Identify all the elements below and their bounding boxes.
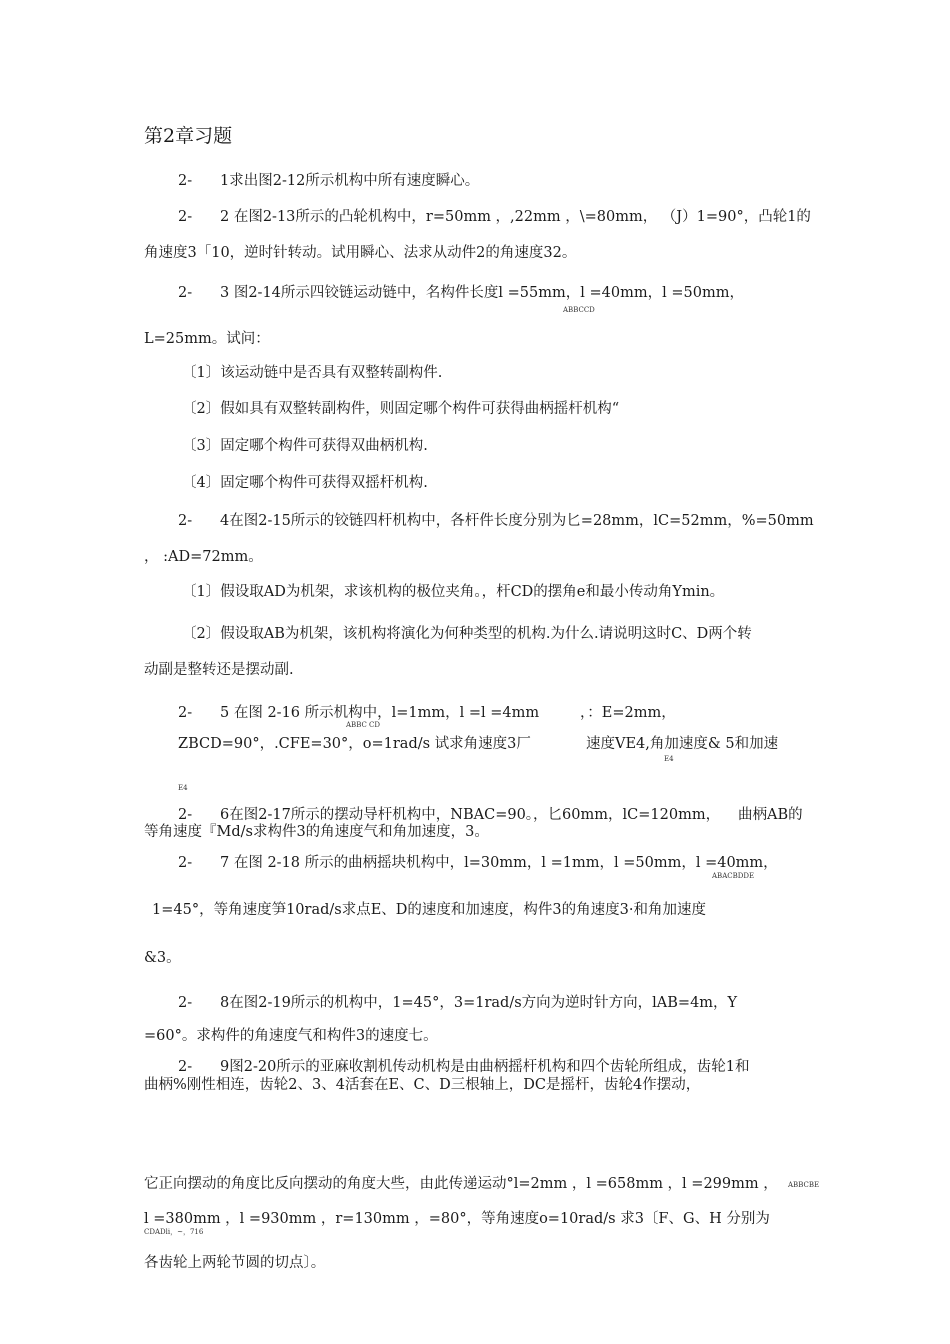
problem-2-4-line2: ， :AD=72mm。 — [144, 549, 263, 565]
problem-2-6-line2: 等角速度『Md/s求构件3的角速度气和角加速度，3。 — [144, 824, 489, 840]
subscript-labels: ABBCCD — [563, 306, 595, 314]
problem-2-8-line1 — [178, 994, 737, 1012]
problem-text: 9图2-20所示的亚麻收割机传动机构是由曲柄摇杆机构和四个齿轮所组成，齿轮1和 — [220, 1059, 750, 1075]
problem-2-1 — [178, 172, 479, 190]
problem-2-6-line1b: 曲柄AB的 — [738, 807, 803, 823]
problem-2-9-line5: 各齿轮上两轮节圆的切点〕。 — [144, 1255, 326, 1271]
subscript-labels: E4 — [178, 784, 188, 792]
page-title: 第2章习题 — [144, 125, 233, 147]
problem-2-9-line2: 曲柄%刚性相连，齿轮2、3、4活套在E、C、D三根轴上，DC是摇杆，齿轮4作摆动， — [144, 1077, 701, 1093]
problem-2-5-line2b: 速度VE4,角加速度& 5和加速 — [586, 736, 779, 752]
problem-2-2-line2: 角速度3「10，逆时针转动。试用瞬心、法求从动件2的角速度32。 — [144, 245, 577, 261]
problem-number: 2- — [178, 855, 193, 871]
problem-number: 2- — [178, 209, 193, 225]
problem-2-4-line1 — [178, 512, 814, 530]
problem-2-7-line1 — [178, 854, 778, 872]
subscript-labels: CDADli，~，716 — [144, 1228, 204, 1236]
problem-text: 4在图2-15所示的铰链四杆机构中，各杆件长度分别为匕=28mm，lC=52mm，%=50mm — [220, 513, 814, 529]
problem-2-9-line4: l =380mm ，l =930mm ，r=130mm ，=80°，等角速度o=10rad/s 求3〔F、G、H 分别为 — [144, 1211, 770, 1227]
problem-2-9-line3: 它正向摆动的角度比反向摆动的角度大些，由此传递运动°l=2mm ，l =658mm ，l =299mm ， — [144, 1176, 778, 1192]
problem-number: 2- — [178, 285, 193, 301]
problem-2-7-line3: &3。 — [144, 950, 181, 966]
problem-2-9-line1 — [178, 1058, 750, 1076]
problem-2-5-line1 — [178, 704, 539, 722]
list-item: 〔3〕固定哪个构件可获得双曲柄机构. — [182, 438, 428, 454]
problem-number: 2- — [178, 807, 193, 823]
problem-2-3-line2: L=25mm。试问： — [144, 331, 270, 347]
problem-number: 2- — [178, 705, 193, 721]
problem-2-2-line1 — [178, 208, 811, 226]
list-item: 动副是整转还是摆动副. — [144, 662, 294, 678]
subscript-labels: ABACBDDE — [712, 872, 755, 880]
problem-2-3-line1 — [178, 284, 744, 302]
problem-text: 3 图2-14所示四铰链运动链中，名构件长度l =55mm，l =40mm，l =50mm， — [220, 285, 744, 301]
subscript-labels: E4 — [664, 755, 674, 763]
list-item: 〔4〕固定哪个构件可获得双摇杆机构. — [182, 475, 428, 491]
list-item: 〔2〕假如具有双整转副构件，则固定哪个构件可获得曲柄摇杆机构“ — [182, 401, 620, 417]
problem-2-7-line2: 1=45°，等角速度笋10rad/s求点E、D的速度和加速度，构件3的角速度3·和角加速度 — [152, 902, 706, 918]
problem-number: 2- — [178, 513, 193, 529]
problem-number: 2- — [178, 995, 193, 1011]
problem-number: 2- — [178, 1059, 193, 1075]
problem-number: 2- — [178, 173, 193, 189]
problem-text: 7 在图 2-18 所示的曲柄摇块机构中，l=30mm，l =1mm，l =50mm，l =40mm， — [220, 855, 778, 871]
problem-2-8-line2: =60°。求构件的角速度气和构件3的速度七。 — [144, 1028, 438, 1044]
subscript-labels: ABBCBE — [788, 1181, 820, 1189]
list-item: 〔2〕假设取AB为机架，该机构将演化为何种类型的机构.为什么.请说明这时C、D两个转 — [182, 626, 752, 642]
problem-text: 6在图2-17所示的摆动导杆机构中，NBAC=90。，匕60mm，lC=120mm， — [220, 807, 721, 823]
problem-text: 1求出图2-12所示机构中所有速度瞬心。 — [220, 173, 480, 189]
problem-text: 2 在图2-13所示的凸轮机构中，r=50mm ，,22mm ，\=80mm， （J）1=90°，凸轮1的 — [220, 209, 811, 225]
problem-2-6-line1 — [178, 806, 720, 824]
problem-text: 5 在图 2-16 所示机构中，l=1mm，l =l =4mm — [220, 705, 540, 721]
list-item: 〔1〕该运动链中是否具有双整转副构件. — [182, 365, 443, 381]
problem-2-5-line1b: ，：E=2mm， — [580, 705, 676, 721]
problem-2-5-line2a: ZBCD=90°，.CFE=30°，o=1rad/s 试求角速度3厂 — [178, 736, 531, 752]
subscript-labels: ABBC CD — [346, 721, 381, 729]
list-item: 〔1〕假设取AD为机架，求该机构的极位夹角。，杆CD的摆角e和最小传动角Ymin。 — [182, 584, 725, 600]
problem-text: 8在图2-19所示的机构中，1=45°，3=1rad/s方向为逆时针方向，lAB=4m，Y — [220, 995, 738, 1011]
